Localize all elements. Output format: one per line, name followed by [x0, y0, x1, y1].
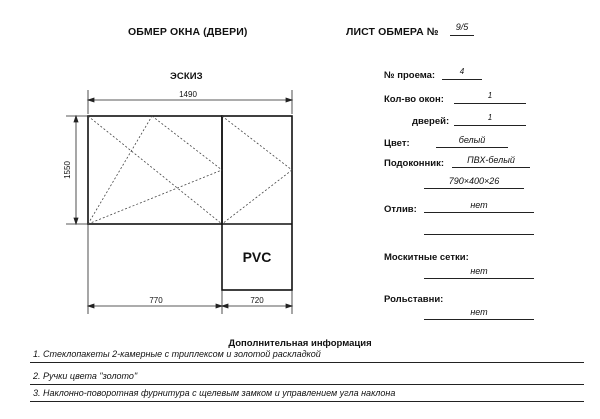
doors-label: дверей: [412, 116, 450, 127]
color-field[interactable] [436, 135, 508, 148]
dimension-width-door: 720 [250, 296, 264, 305]
info-title: Дополнительная информация [228, 338, 372, 349]
info-line-1-text: 1. Стеклопакеты 2-камерные с триплексом и золотой раскладкой [33, 349, 321, 359]
dimension-height-total: 1550 [63, 161, 72, 179]
drip-value: нет [470, 200, 488, 210]
mesh-field[interactable] [424, 266, 534, 279]
shutters-field[interactable] [424, 307, 534, 320]
shutters-label: Рольставни: [384, 294, 444, 305]
windows-label: Кол-во окон: [384, 94, 444, 105]
color-label: Цвет: [384, 138, 410, 149]
windows-field[interactable] [454, 91, 526, 104]
doors-field[interactable] [454, 113, 526, 126]
mesh-value: нет [470, 266, 488, 276]
info-line-1[interactable] [30, 348, 584, 363]
sheet-number-field[interactable] [450, 22, 474, 36]
opening-field[interactable] [442, 67, 482, 80]
sill-size-field[interactable] [424, 176, 524, 189]
sheet-label: ЛИСТ ОБМЕРА № [346, 26, 439, 38]
drip-label: Отлив: [384, 204, 417, 215]
opening-value: 4 [459, 67, 465, 76]
drip-field-extra[interactable] [424, 222, 534, 235]
sill-value: ПВХ-белый [467, 155, 515, 165]
info-line-2-text: 2. Ручки цвета "золото" [33, 371, 138, 381]
dimension-width-window: 770 [149, 296, 163, 305]
sill-label: Подоконник: [384, 158, 445, 169]
shutters-value: нет [470, 307, 488, 317]
sill-field[interactable] [452, 155, 530, 168]
opening-label: № проема: [384, 70, 436, 81]
sheet-number-value: 9/5 [455, 22, 469, 32]
drip-field[interactable] [424, 200, 534, 213]
dimension-width-total: 1490 [179, 90, 197, 99]
info-line-3-text: 3. Наклонно-поворотная фурнитура с щелевым замком и управлением угла наклона [33, 388, 396, 398]
opening-lines [88, 116, 292, 224]
info-line-3[interactable] [30, 387, 584, 402]
windows-value: 1 [487, 91, 493, 100]
sketch-title: ЭСКИЗ [170, 71, 203, 82]
doors-value: 1 [487, 113, 493, 122]
window-door-sketch [60, 88, 300, 316]
info-line-2[interactable] [30, 370, 584, 385]
form-title: ОБМЕР ОКНА (ДВЕРИ) [128, 26, 248, 38]
mesh-label: Москитные сетки: [384, 252, 469, 263]
sill-size-value: 790×400×26 [448, 176, 500, 186]
material-label: PVC [242, 249, 272, 265]
color-value: белый [458, 135, 486, 145]
